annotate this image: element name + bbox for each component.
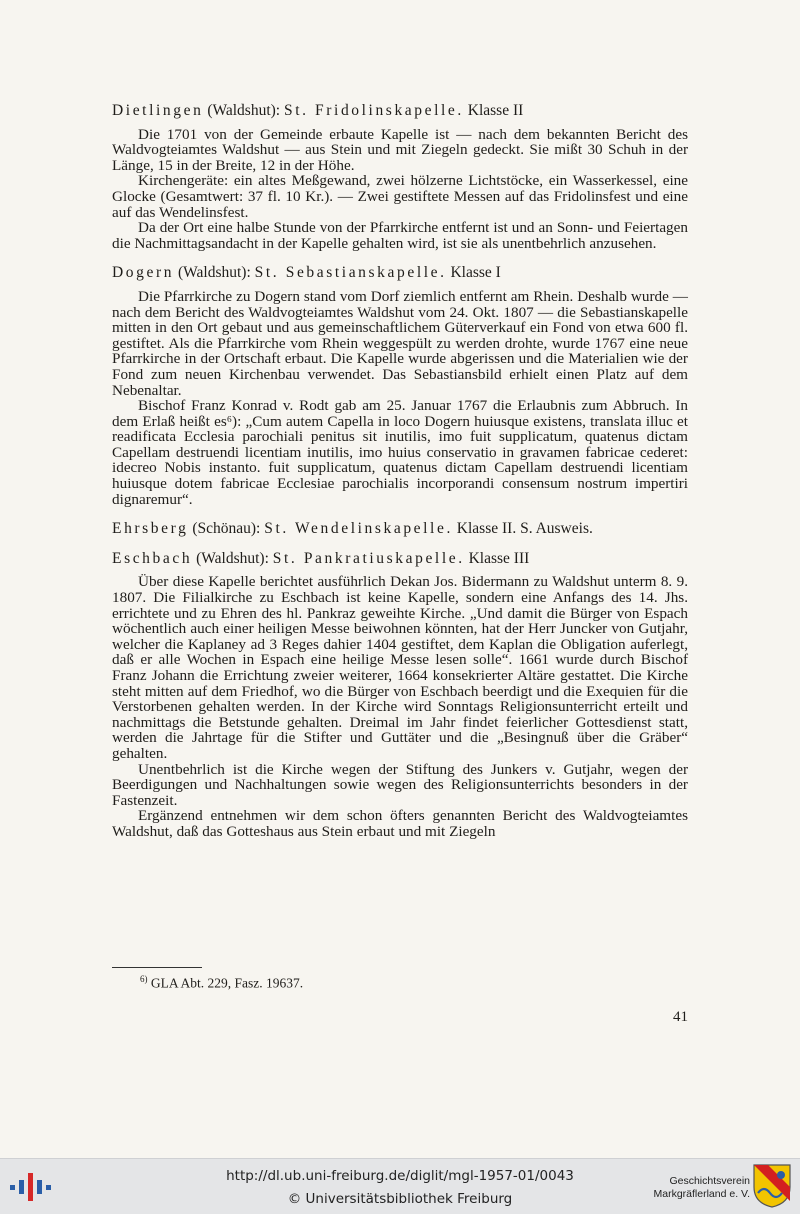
footnote-text: GLA Abt. 229, Fasz. 19637. <box>150 975 304 991</box>
footnote-mark: 6) <box>140 974 148 984</box>
permalink-url[interactable]: http://dl.ub.uni-freiburg.de/diglit/mgl-1957-01/0043 <box>226 1168 574 1184</box>
entry-dogern <box>112 265 688 507</box>
society-line: Markgräflerland e. V. <box>653 1188 750 1200</box>
paragraph: Die 1701 von der Gemeinde erbaute Kapelle ist — nach dem bekannten Bericht des Waldvogteiamtes Waldshut — aus Stein und mit Ziegeln gedeckt. Sie mißt 30 Schuh in der Länge, 15 in der Breite, 12 in der Höhe. <box>112 125 688 174</box>
paragraph: Über diese Kapelle berichtet ausführlich Dekan Jos. Bidermann zu Waldshut unterm 8. 9. 1807. Die Filialkirche zu Eschbach ist keine Kapelle, sondern eine Anfangs des 14. Jhs. errichtete und zu Ehren des hl. Pankraz geweihte Kirche. „Und damit die Bürger von Espach wöchentlich auch einer heiligen Messe beiwohnen könnten, hat der Herr Juncker von Gutjahr, welcher die Kaplaney ad 3 Reges dahier 1404 gestiftet, dem Kaplan die Obligation auferlegt, daß er alle Wochen in Espach eine heilige Messe lesen solle“. 1661 wurde durch Bischof Franz Johann die Errichtung zweier weiterer, 1664 konsekrierter Altäre gestattet. Die Kirche steht mitten auf dem Friedhof, wo die Bürger von Eschbach beerdigt und die Exequien für die Verstorbenen gehalten werden. In der Kirche wird Sonntags Religionsunterricht erteilt und nachmittags die Betstunde gehalten. Dreimal im Jahr findet feierlicher Gottesdienst statt, werden die Jahrtage für die Stifter und Guttäter und die „Besingnuß über die Gräber“ gehalten. <box>112 573 688 762</box>
paragraph: Ergänzend entnehmen wir dem schon öfters genannten Bericht des Waldvogteiamtes Waldshut, daß das Gotteshaus aus Stein erbaut und mit Ziegeln <box>112 807 688 840</box>
entry-region: (Waldshut): <box>177 264 251 282</box>
entry-place: Dietlingen <box>112 102 204 119</box>
entry-eschbach <box>112 551 688 840</box>
footnote <box>140 974 303 992</box>
entry-chapel: St. Sebastianskapelle. <box>254 264 447 282</box>
society-line: Geschichtsverein <box>669 1175 750 1187</box>
footnote-rule <box>112 967 202 968</box>
page-number: 41 <box>673 1009 688 1025</box>
paragraph: Die Pfarrkirche zu Dogern stand vom Dorf ziemlich entfernt am Rhein. Deshalb wurde — nach dem Bericht des Waldvogteiamtes Waldshut vom 24. Okt. 1807 — die Sebastianskapelle mitten in den Ort gebaut und aus gemeinschaftlichem Güterverkauf ein Fond von etwa 600 fl. gestiftet. Als die Pfarrkirche vom Rhein weggespült zu werden drohte, wurde 1767 eine neue Pfarrkirche in der Ortschaft erbaut. Die Kapelle wurde abgerissen und die Materialien wie der Fond zum neuen Kirchenbau verwendet. Das Sebastiansbild erhielt einen Platz auf dem Nebenaltar. <box>112 287 688 399</box>
entry-place: Dogern <box>112 264 175 282</box>
paragraph: Kirchengeräte: ein altes Meßgewand, zwei hölzerne Lichtstöcke, ein Wasserkessel, eine Glocke (Gesamtwert: 37 fl. 10 Kr.). — Zwei gestiftete Messen auf das Fridolinsfest und eine auf das Wendelinsfest. <box>112 172 688 221</box>
entry-region: (Schönau): <box>192 520 261 538</box>
society-crest-icon[interactable] <box>752 1163 792 1209</box>
entry-chapel: St. Fridolinskapelle. <box>283 102 464 119</box>
entry-chapel: St. Pankratiuskapelle. <box>272 549 465 567</box>
entry-dietlingen <box>112 103 688 251</box>
page-content <box>112 103 688 854</box>
paragraph: Unentbehrlich ist die Kirche wegen der Stiftung des Junkers v. Gutjahr, wegen der Beerdigungen und Nachhaltungen sowie wegen des Religionsunterrichts besonders in der Fastenzeit. <box>112 760 688 809</box>
entry-klasse: Klasse II <box>467 102 524 119</box>
entry-chapel: St. Wendelinskapelle. <box>264 520 453 538</box>
entry-region: (Waldshut): <box>196 549 269 567</box>
copyright-notice: © Universitätsbibliothek Freiburg <box>287 1191 513 1207</box>
entry-klasse: Klasse I <box>450 264 501 282</box>
entry-heading <box>112 265 688 281</box>
entry-heading <box>112 521 688 537</box>
entry-klasse: Klasse II. S. Ausweis. <box>456 520 593 538</box>
viewer-footer <box>0 1158 800 1214</box>
entry-klasse: Klasse III <box>468 549 530 567</box>
entry-place: Ehrsberg <box>112 520 189 538</box>
entry-heading <box>112 551 688 567</box>
paragraph: Bischof Franz Konrad v. Rodt gab am 25. Januar 1767 die Erlaubnis zum Abbruch. In dem Erlaß heißt es⁶): „Cum autem Capella in loco Dogern huiusque existens, translata illuc et readificata Ecclesia parochiali penitus sit inutilis, imo fuit supplicatum, quatenus dictam Capellam destruendi licentiam inutilis, imo huius conservatio in gravamen fabricae cederet: idecreo Nobis instanto. fuit supplicatum, quatenus dictam Capellam destruendi licentiam huiusque dotem fabricae Ecclesiae parochialis incorporandi consensum nostrum impertiri dignaremur“. <box>112 397 688 508</box>
entry-ehrsberg <box>112 521 688 537</box>
society-name <box>630 1175 750 1201</box>
entry-heading <box>112 103 688 119</box>
entry-place: Eschbach <box>112 549 193 567</box>
paragraph: Da der Ort eine halbe Stunde von der Pfarrkirche entfernt ist und an Sonn- und Feiertagen die Nachmittagsandacht in der Kapelle gehalten wird, ist sie als unentbehrlich anzusehen. <box>112 219 688 252</box>
entry-region: (Waldshut): <box>207 102 281 119</box>
